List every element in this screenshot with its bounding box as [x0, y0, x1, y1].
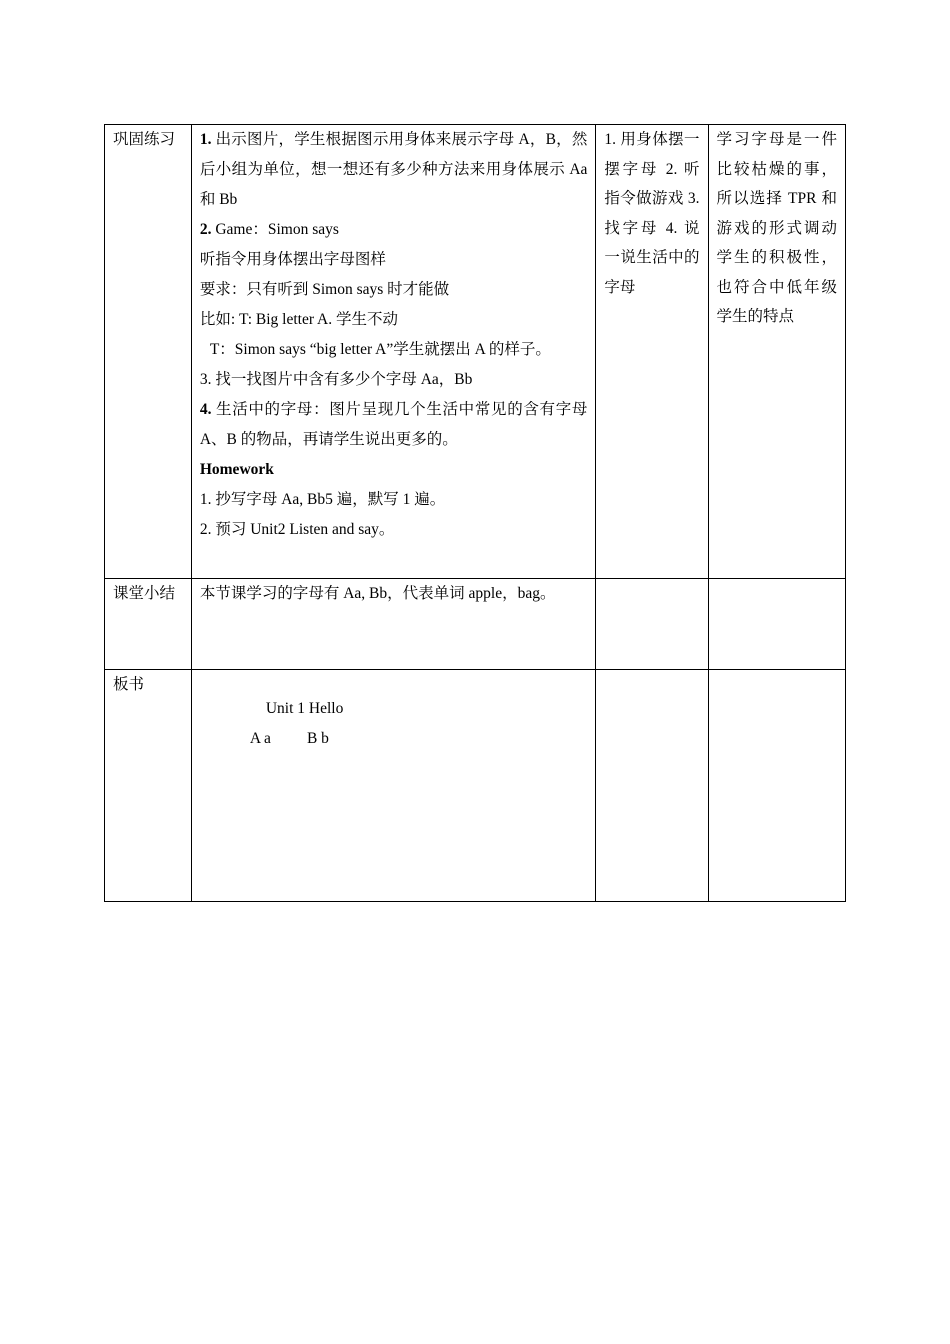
row-label-text: 板书 — [113, 676, 145, 693]
step-2-instruction: 听指令用身体摆出字母图样 — [199, 251, 386, 268]
table-row-consolidation — [105, 125, 846, 579]
homework-item-1: 1. 抄写字母 Aa, Bb5 遍，默写 1 遍。 — [199, 491, 446, 508]
homework-title: Homework — [199, 461, 274, 478]
step-4-text: 生活中的字母：图片呈现几个生活中常见的含有字母 A、B 的物品，再请学生说出更多的。 — [199, 401, 588, 448]
step-3: 3. 找一找图片中含有多少个字母 Aa，Bb — [199, 371, 473, 388]
purpose-cell — [708, 670, 845, 902]
step-2-rule: 要求：只有听到 Simon says 时才能做 — [199, 281, 450, 298]
step-2-text: Game：Simon says — [211, 221, 339, 238]
activities-text: 1. 用身体摆一摆字母 2. 听指令做游戏 3. 找字母 4. 说一说生活中的字母 — [604, 131, 700, 296]
lesson-plan-table — [104, 124, 846, 902]
step-2-number: 2. — [199, 221, 212, 238]
purpose-cell — [708, 125, 845, 579]
board-letter-a: A a — [249, 730, 271, 747]
row-label-text: 巩固练习 — [113, 131, 176, 148]
purpose-text: 学习字母是一件比较枯燥的事，所以选择 TPR 和游戏的形式调动学生的积极性，也符合中低年级学生的特点 — [716, 131, 837, 325]
step-4-number: 4. — [199, 401, 212, 418]
content-cell — [191, 125, 596, 579]
board-letters — [200, 726, 588, 752]
board-title: Unit 1 Hello — [265, 700, 344, 717]
row-label-text: 课堂小结 — [113, 585, 176, 602]
activities-cell — [596, 670, 708, 902]
table-row-blackboard — [105, 670, 846, 902]
step-2-example-2: T：Simon says “big letter A”学生就摆出 A 的样子。 — [209, 341, 551, 358]
step-1-text: 出示图片，学生根据图示用身体来展示字母 A，B，然后小组为单位，想一想还有多少种方法来用身体展示 Aa 和 Bb — [199, 131, 588, 208]
content-cell — [191, 579, 596, 670]
activities-cell — [596, 125, 708, 579]
row-label — [105, 579, 192, 670]
step-1 — [200, 125, 588, 215]
board-letter-b: B b — [306, 730, 329, 747]
step-4 — [200, 395, 588, 455]
activities-cell — [596, 579, 708, 670]
row-label — [105, 670, 192, 902]
purpose-cell — [708, 579, 845, 670]
table-row-summary — [105, 579, 846, 670]
homework-item-2: 2. 预习 Unit2 Listen and say。 — [199, 521, 395, 538]
content-cell — [191, 670, 596, 902]
summary-text: 本节课学习的字母有 Aa, Bb，代表单词 apple，bag。 — [199, 585, 556, 602]
row-label — [105, 125, 192, 579]
step-1-number: 1. — [199, 131, 212, 148]
step-2-example: 比如: T: Big letter A. 学生不动 — [199, 311, 398, 328]
step-2 — [200, 215, 588, 245]
